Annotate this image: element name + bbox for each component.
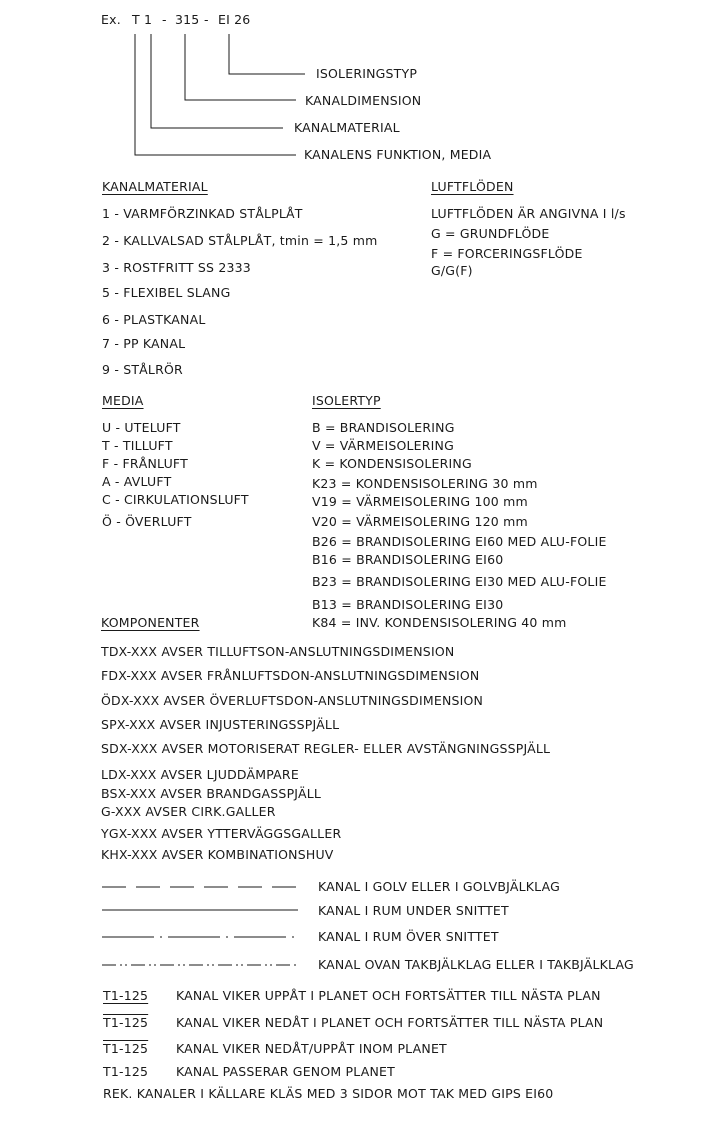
luftfloden-item: G/G(F)	[431, 263, 473, 278]
komponent-item: TDX-XXX AVSER TILLUFTSON-ANSLUTNINGSDIMENSION	[101, 644, 455, 659]
komponent-item: FDX-XXX AVSER FRÅNLUFTSDON-ANSLUTNINGSDIMENSION	[101, 668, 480, 683]
tag-passes-through: T1-125	[103, 1064, 149, 1079]
komponent-item: ÖDX-XXX AVSER ÖVERLUFTSDON-ANSLUTNINGSDIMENSION	[101, 693, 484, 708]
line-legend-label: KANAL OVAN TAKBJÄLKLAG ELLER I TAKBJÄLKLAG	[318, 957, 634, 972]
media-item: C - CIRKULATIONSLUFT	[102, 492, 249, 507]
luftfloden-item: F = FORCERINGSFLÖDE	[431, 246, 583, 261]
kanalmaterial-item: 6 - PLASTKANAL	[102, 312, 206, 327]
kanalmaterial-heading: KANALMATERIAL	[102, 179, 208, 194]
komponent-item: YGX-XXX AVSER YTTERVÄGGSGALLER	[101, 826, 342, 841]
media-heading: MEDIA	[102, 393, 144, 408]
line-legend-label: KANAL I RUM UNDER SNITTET	[318, 903, 509, 918]
komponent-item: G-XXX AVSER CIRK.GALLER	[101, 804, 276, 819]
leader-kanalens-funktion	[135, 34, 296, 155]
callout-kanalens-funktion: KANALENS FUNKTION, MEDIA	[304, 147, 492, 162]
komponenter-heading: KOMPONENTER	[101, 615, 200, 630]
isolertyp-item: B26 = BRANDISOLERING EI60 MED ALU-FOLIE	[312, 534, 607, 549]
isolertyp-item: K23 = KONDENSISOLERING 30 mm	[312, 476, 538, 491]
example-dash-1: -	[162, 12, 167, 27]
luftfloden-item: LUFTFLÖDEN ÄR ANGIVNA I l/s	[431, 206, 626, 221]
example-code-ei26: EI 26	[218, 12, 251, 27]
kanalmaterial-item: 1 - VARMFÖRZINKAD STÅLPLÅT	[102, 206, 303, 221]
tag-legend-text: KANAL PASSERAR GENOM PLANET	[176, 1064, 395, 1079]
media-item: T - TILLUFT	[102, 438, 173, 453]
callout-isoleringstyp: ISOLERINGSTYP	[316, 66, 418, 81]
callout-kanaldimension: KANALDIMENSION	[305, 93, 422, 108]
media-item: U - UTELUFT	[102, 420, 181, 435]
callout-kanalmaterial: KANALMATERIAL	[294, 120, 400, 135]
tag-within-plan: T1-125	[103, 1041, 149, 1056]
media-item: Ö - ÖVERLUFT	[102, 514, 192, 529]
isolertyp-item: B23 = BRANDISOLERING EI30 MED ALU-FOLIE	[312, 574, 607, 589]
komponent-item: LDX-XXX AVSER LJUDDÄMPARE	[101, 767, 299, 782]
komponent-item: SPX-XXX AVSER INJUSTERINGSSPJÄLL	[101, 717, 340, 732]
komponent-item: KHX-XXX AVSER KOMBINATIONSHUV	[101, 847, 334, 862]
isolertyp-item: V20 = VÄRMEISOLERING 120 mm	[312, 514, 528, 529]
luftfloden-item: G = GRUNDFLÖDE	[431, 226, 550, 241]
line-legend-label: KANAL I RUM ÖVER SNITTET	[318, 929, 499, 944]
isolertyp-item: V19 = VÄRMEISOLERING 100 mm	[312, 494, 528, 509]
luftfloden-heading: LUFTFLÖDEN	[431, 179, 514, 194]
kanalmaterial-item: 9 - STÅLRÖR	[102, 362, 183, 377]
tag-legend-text: KANAL VIKER UPPÅT I PLANET OCH FORTSÄTTER TILL NÄSTA PLAN	[176, 988, 601, 1003]
tag-up-continue: T1-125	[103, 988, 149, 1003]
kanalmaterial-item: 2 - KALLVALSAD STÅLPLÅT, tmin = 1,5 mm	[102, 233, 378, 248]
leader-kanaldimension	[185, 34, 296, 100]
example-code-t1: T 1	[132, 12, 153, 27]
isolertyp-heading: ISOLERTYP	[312, 393, 381, 408]
example-code-315: 315	[175, 12, 200, 27]
media-item: A - AVLUFT	[102, 474, 172, 489]
kanalmaterial-item: 3 - ROSTFRITT SS 2333	[102, 260, 251, 275]
isolertyp-item: V = VÄRMEISOLERING	[312, 438, 454, 453]
tag-legend-text: KANAL VIKER NEDÅT I PLANET OCH FORTSÄTTER TILL NÄSTA PLAN	[176, 1015, 604, 1030]
example-prefix: Ex.	[101, 12, 121, 27]
isolertyp-item: K = KONDENSISOLERING	[312, 456, 472, 471]
komponent-item: SDX-XXX AVSER MOTORISERAT REGLER- ELLER AVSTÄNGNINGSSPJÄLL	[101, 741, 551, 756]
isolertyp-item: B16 = BRANDISOLERING EI60	[312, 552, 504, 567]
media-item: F - FRÅNLUFT	[102, 456, 188, 471]
kanalmaterial-item: 7 - PP KANAL	[102, 336, 186, 351]
line-legend-label: KANAL I GOLV ELLER I GOLVBJÄLKLAG	[318, 879, 561, 894]
leader-isoleringstyp	[229, 34, 305, 74]
isolertyp-item: B13 = BRANDISOLERING EI30	[312, 597, 504, 612]
isolertyp-item: B = BRANDISOLERING	[312, 420, 455, 435]
tag-legend-text: KANAL VIKER NEDÅT/UPPÅT INOM PLANET	[176, 1041, 447, 1056]
tag-down-continue: T1-125	[103, 1015, 149, 1030]
example-dash-2: -	[204, 12, 209, 27]
leader-kanalmaterial	[151, 34, 283, 128]
kanalmaterial-item: 5 - FLEXIBEL SLANG	[102, 285, 231, 300]
komponent-item: BSX-XXX AVSER BRANDGASSPJÄLL	[101, 786, 322, 801]
footnote: REK. KANALER I KÄLLARE KLÄS MED 3 SIDOR MOT TAK MED GIPS EI60	[103, 1086, 554, 1101]
isolertyp-item: K84 = INV. KONDENSISOLERING 40 mm	[312, 615, 567, 630]
